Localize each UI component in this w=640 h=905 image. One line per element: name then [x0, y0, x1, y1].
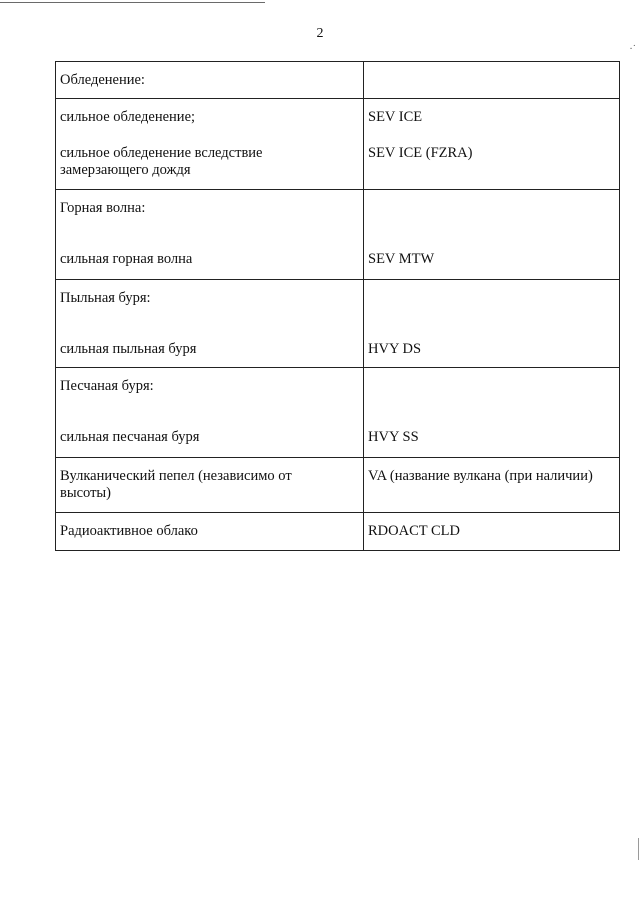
- phenomenon-cell: [56, 280, 364, 368]
- phenomenon-text: сильное обледенение вследствие: [60, 145, 263, 161]
- spacer: [368, 126, 613, 145]
- spacer: [60, 217, 357, 251]
- scan-edge-line-icon: [638, 838, 639, 860]
- spacer: [368, 200, 613, 217]
- top-edge-rule: [0, 2, 265, 3]
- spacer: [368, 307, 613, 341]
- phenomenon-text: сильная пыльная буря: [60, 341, 197, 357]
- phenomenon-text: сильная горная волна: [60, 251, 193, 267]
- code-cell: [364, 190, 620, 280]
- code-cell-empty: [364, 62, 620, 99]
- table-row-radioactive-cloud: [56, 513, 620, 551]
- code-text: VA (название вулкана (при наличии): [368, 468, 593, 484]
- phenomenon-text: сильное обледенение;: [60, 109, 196, 125]
- code-cell: [364, 280, 620, 368]
- phenomenon-cell: [56, 62, 364, 99]
- phenomenon-text: замерзающего дождя: [60, 162, 191, 178]
- phenomenon-cell: [56, 458, 364, 513]
- phenomenon-text: сильная песчаная буря: [60, 429, 200, 445]
- code-text: RDOACT CLD: [368, 523, 460, 539]
- page-number: 2: [316, 26, 324, 41]
- phenomena-codes-table: [55, 61, 620, 551]
- code-text: HVY SS: [368, 429, 419, 445]
- table-row-mountain-wave: [56, 190, 620, 280]
- code-text: HVY DS: [368, 341, 422, 357]
- phenomenon-text: Горная волна:: [60, 200, 146, 216]
- phenomenon-text: Вулканический пепел (независимо от: [60, 468, 292, 484]
- phenomenon-cell: [56, 368, 364, 458]
- phenomenon-text: Песчаная буря:: [60, 378, 154, 394]
- code-text: SEV MTW: [368, 251, 435, 267]
- table-row-sand-storm: [56, 368, 620, 458]
- table-row-icing-header: [56, 62, 620, 99]
- phenomenon-text: Радиоактивное облако: [60, 523, 198, 539]
- table-row-volcanic-ash: [56, 458, 620, 513]
- spacer: [60, 126, 357, 145]
- code-text: SEV ICE (FZRA): [368, 145, 473, 161]
- spacer: [368, 378, 613, 395]
- code-cell: [364, 458, 620, 513]
- phenomenon-cell: [56, 513, 364, 551]
- phenomenon-text: высоты): [60, 485, 111, 501]
- spacer: [368, 290, 613, 307]
- phenomenon-cell: [56, 190, 364, 280]
- table-row-icing: [56, 99, 620, 190]
- code-cell: [364, 368, 620, 458]
- spacer: [368, 217, 613, 251]
- phenomenon-cell: [56, 99, 364, 190]
- phenomenon-text: Пыльная буря:: [60, 290, 151, 306]
- spacer: [60, 395, 357, 429]
- phenomenon-text: Обледенение:: [60, 72, 145, 88]
- code-cell: [364, 99, 620, 190]
- code-cell: [364, 513, 620, 551]
- table-row-dust-storm: [56, 280, 620, 368]
- code-text: SEV ICE: [368, 109, 423, 125]
- spacer: [60, 307, 357, 341]
- scan-speck-icon: ·˙: [629, 44, 636, 55]
- spacer: [368, 395, 613, 429]
